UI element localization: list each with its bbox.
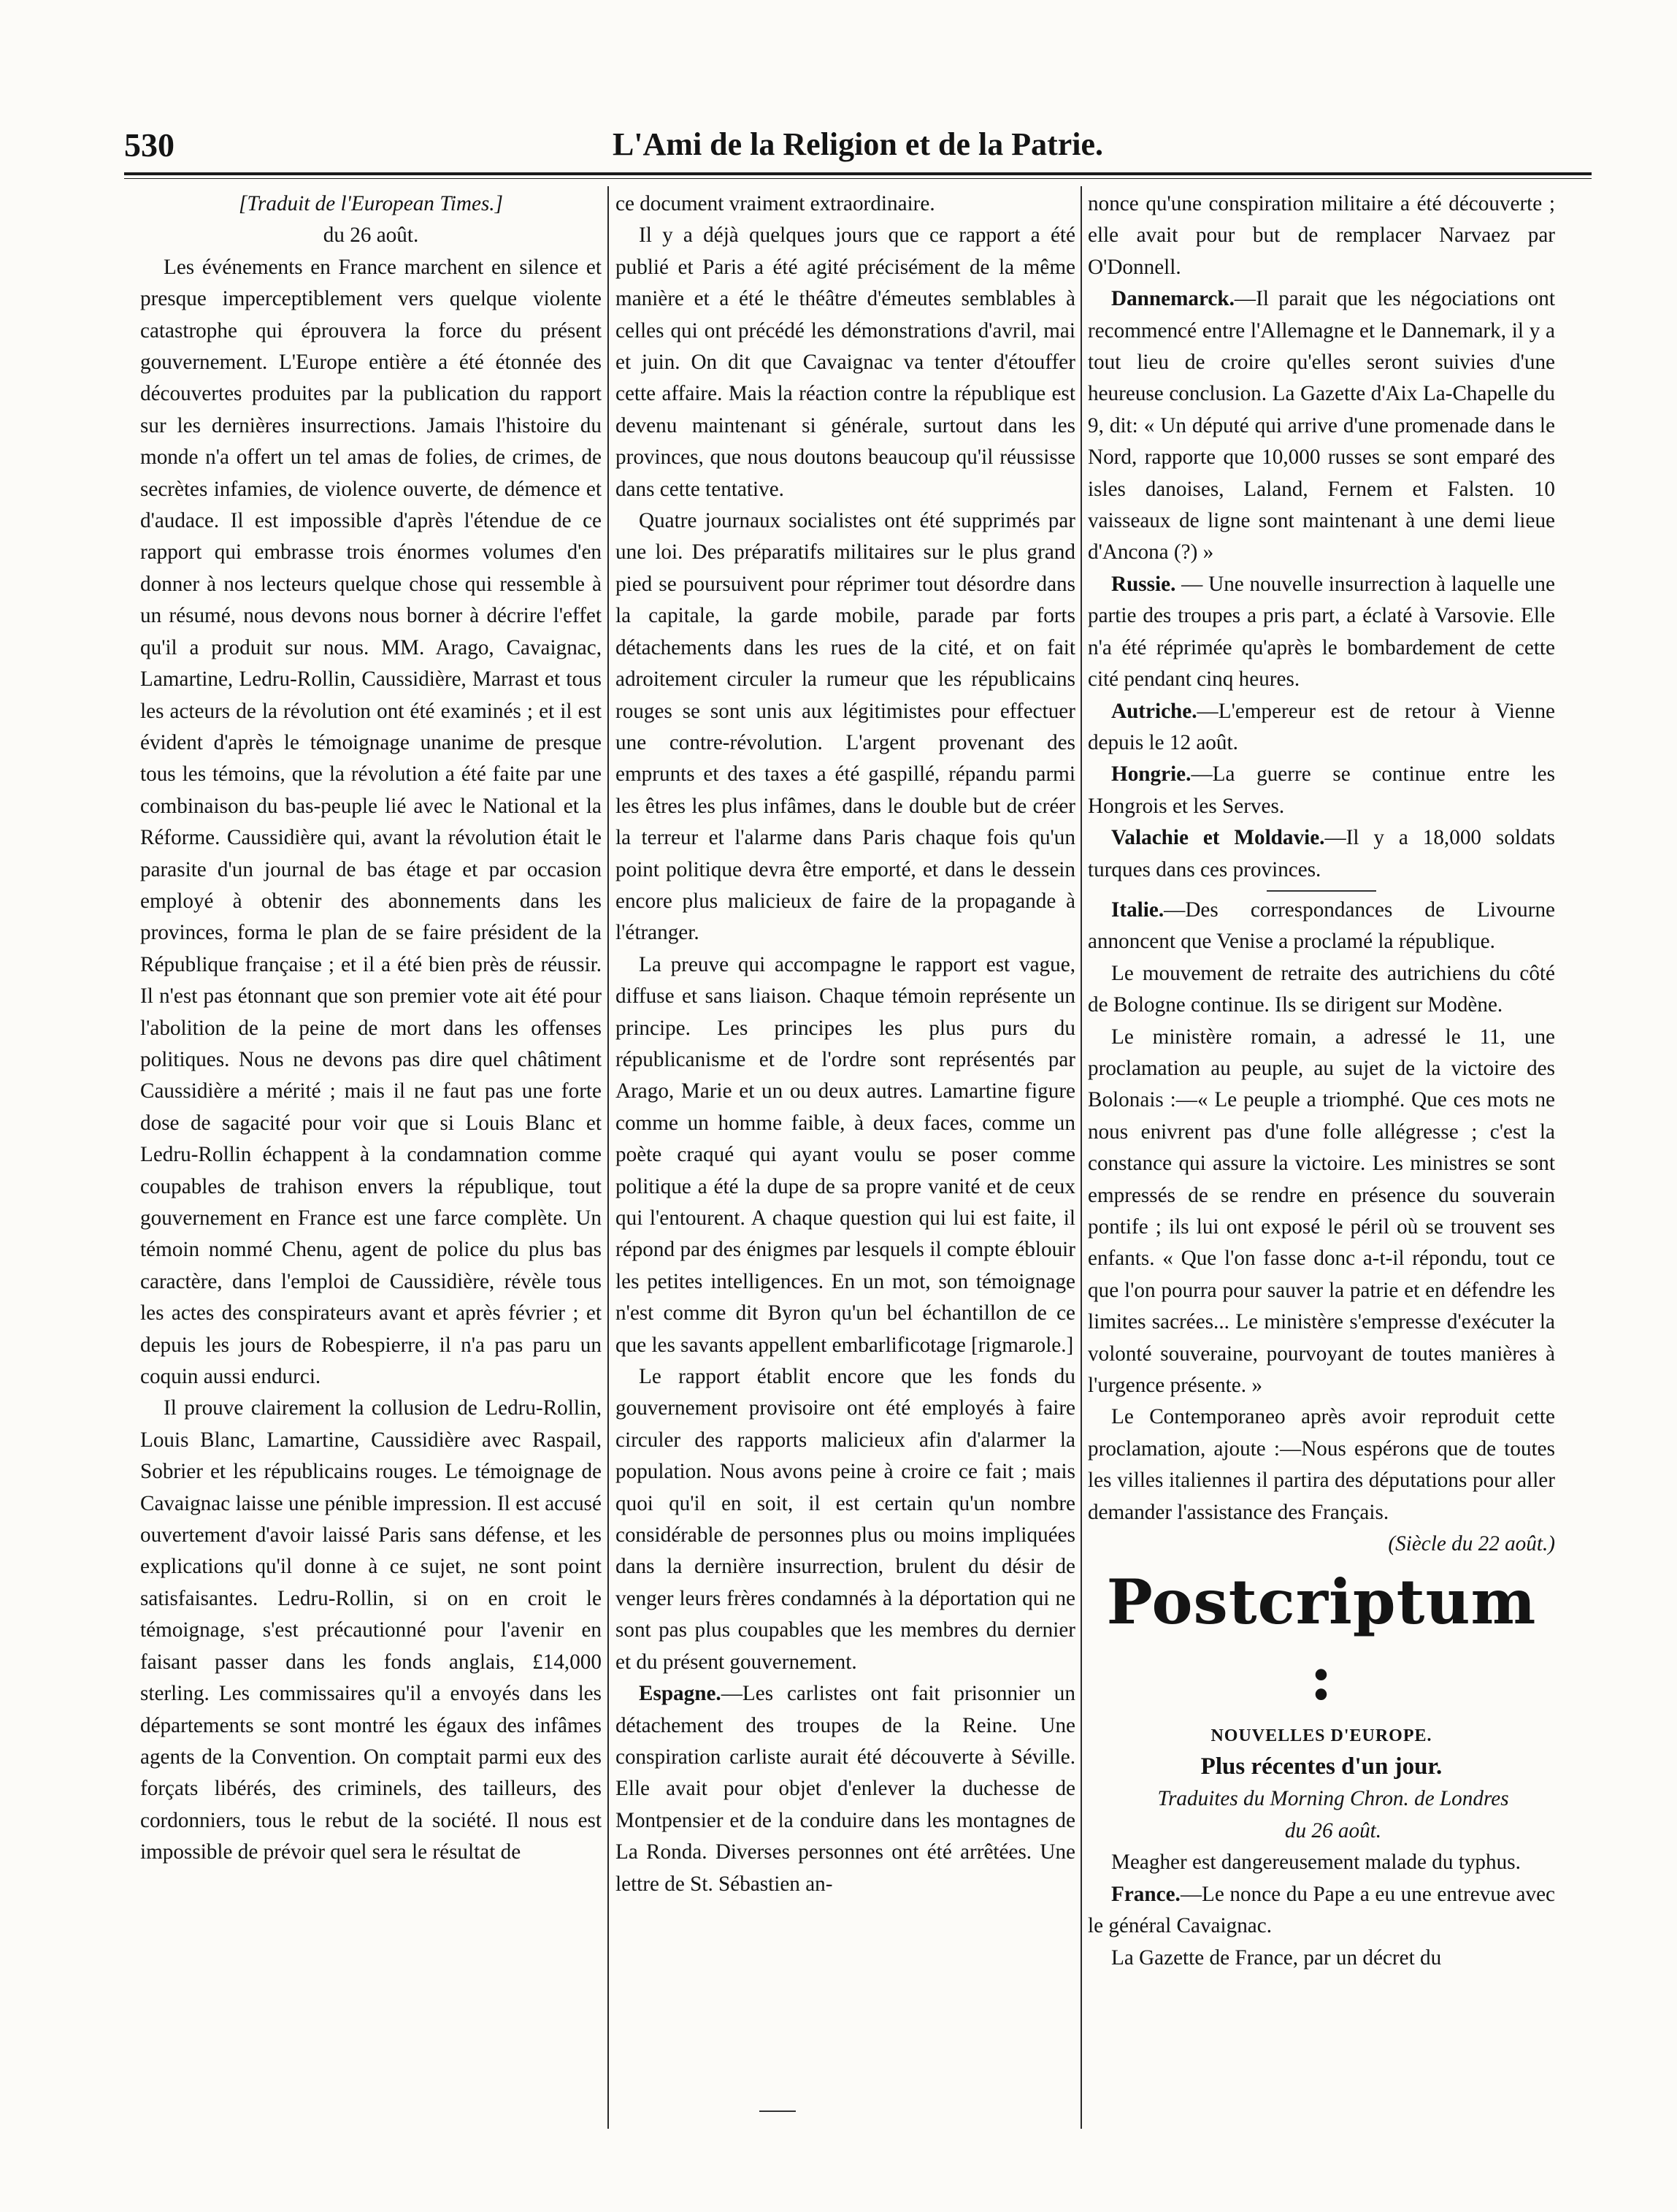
news-item (1088, 696, 1555, 759)
article-paragraph: Quatre journaux socialistes ont été supprimés par une loi. Des préparatifs militaires sur le plus grand pied se poursuivent pour réprimer tout désordre dans la capitale, la garde mobile, parade par forts détachements dans les rues de la cité, et on fait adroitement circuler la rumeur que les républicains rouges se sont unis aux légitimistes pour effectuer une contre-révolution. L'argent provenant des emprunts et des taxes a été gaspillé, répandu parmi les êtres les plus infâmes, dans le double but de créer la terreur et l'alarme dans Paris chaque fois qu'un point politique devra être emporté, et dans le dessein encore plus malicieux de faire de la propagande à l'étranger. (615, 509, 1075, 945)
news-text: —L'empereur est de retour à Vienne depuis le 12 août. (1088, 699, 1555, 754)
postscriptum-title: Postcriptum : (1106, 1566, 1537, 1715)
postscriptum-date: du 26 août. (1284, 1818, 1382, 1842)
article-paragraph: Le rapport établit encore que les fonds du gouvernement provisoire ont été employés à faire circuler des rapports malicieux afin d'alarmer la population. Nous avons peine à croire ce fait ; mais quoi qu'il en soit, il est certain qu'un nombre considérable de personnes plus ou moins impliquées dans la dernière insurrection, brulent du désir de venger leurs frères condamnés à la déportation qui ne sont pas plus coupables que les membres du dernier et du présent gouvernement. (615, 1365, 1075, 1674)
postscriptum-source: Traduites du Morning Chron. de Londres (1157, 1787, 1509, 1811)
article-paragraph: Les événements en France marchent en silence et presque imperceptiblement vers quelque violente catastrophe qui éprouvera la force du présent gouvernement. L'Europe entière a été étonnée des découvertes produites par la publication du rapport sur les dernières insurrections. Jamais l'histoire du monde n'a offert un tel amas de folies, de crimes, de secrètes infamies, de violence ouverte, de démence et d'audace. Il est impossible d'après l'étendue de ce rapport qui embrasse trois énormes volumes d'en donner à nos lecteurs quelque chose qui ressemble à un résumé, nous devons nous borner à décrire l'effet qu'il a produit sur nous. MM. Arago, Cavaignac, Lamartine, Ledru-Rollin, Caussidière, Marrast et tous les acteurs de la révolution ont été examinés ; et il est évident d'après le témoignage unanime de presque tous les témoins, que la révolution a été faite par une combinaison du bas-peuple lié avec le National et la Réforme. Caussidière qui, avant la révolution était le parasite d'un journal de bas étage et par occasion employé à obtenir des abonnements dans les provinces, forma le plan de se faire président de la République française ; et il a été bien près de réussir. Il n'est pas étonnant que son premier vote ait été pour l'abolition de la peine de mort dans les offenses politiques. Nous ne devons pas dire quel châtiment Caussidière a mérité ; mais il ne faut pas une forte dose de sagacité pour voir que si Louis Blanc et Ledru-Rollin échappent à la condamnation comme coupables de trahison envers la république, tout gouvernement en France est une farce complète. Un témoin nommé Chenu, agent de police du plus bas caractère, dans l'emploi de Caussidière, révèle tous les actes des conspirateurs avant et après février ; et depuis les jours de Robespierre, il n'a pas paru un coquin aussi endurci. (140, 255, 602, 1389)
article-paragraph: ce document vraiment extraordinaire. (615, 192, 935, 215)
news-item-espagne (615, 1678, 1075, 1900)
news-item-france (1088, 1879, 1555, 1943)
article-paragraph: Il prouve clairement la collusion de Ledru-Rollin, Louis Blanc, Lamartine, Caussidière avec Raspail, Sobrier et les républicains rouges. Le témoignage de Cavaignac laisse une pénible impression. Il est accusé ouvertement d'avoir laissé Paris sans défense, et les explications qu'il donne à ce sujet, ne sont point satisfaisantes. Ledru-Rollin, si on en croit le témoignage, s'est précautionné pour l'avenir en faisant passer dans les fonds anglais, £14,000 sterling. Les commissaires qu'il a envoyés dans les départements se sont montré les égaux des infâmes agents de la Convention. On comptait parmi eux des forçats libérés, des criminels, des tailleurs, des cordonniers, tous le rebut de la société. Il nous est impossible de prévoir quel sera le résultat de (140, 1396, 602, 1864)
news-text: —Le nonce du Pape a eu une entrevue avec le général Cavaignac. (1088, 1882, 1555, 1938)
news-text: —Il parait que les négociations ont recommencé entre l'Allemagne et le Dannemark, il y a tout lieu de croire qu'elles seront suivies d'une heureuse conclusion. La Gazette d'Aix La-Chapelle du 9, dit: « Un député qui arrive d'une promenade dans le Nord, rapporte que 10,000 russes se sont emparé des isles danoises, Laland, Fernem et Falsten. 10 vaisseaux de ligne sont maintenant à une demi lieue d'Ancona (?) » (1088, 287, 1555, 565)
column-divider-1 (607, 186, 609, 2129)
news-item (1088, 759, 1555, 822)
news-lead: Russie. (1111, 572, 1176, 596)
column-2 (615, 188, 1075, 2146)
source-line: [Traduit de l'European Times.] (239, 192, 503, 215)
header-rule (124, 172, 1592, 175)
news-item (1088, 283, 1555, 569)
journal-title: L'Ami de la Religion et de la Patrie. (612, 126, 1104, 162)
news-lead: France. (1111, 1882, 1181, 1906)
article-paragraph: Le mouvement de retraite des autrichiens du côté de Bologne continue. Ils se dirigent sur Modène. (1088, 961, 1555, 1017)
news-lead: Italie. (1111, 898, 1164, 922)
article-paragraph: La Gazette de France, par un décret du (1111, 1945, 1442, 1970)
date-line: du 26 août. (323, 223, 419, 248)
news-text: — Une nouvelle insurrection à laquelle une partie des troupes a pris part, a éclaté à Varsovie. Elle n'a été réprimée qu'après le bombardement de cette cité pendant cinq heures. (1088, 572, 1555, 692)
article-paragraph: La preuve qui accompagne le rapport est vague, diffuse et sans liaison. Chaque témoin représente un principe. Les principes les plus purs du républicanisme et de l'ordre sont représentés par Arago, Marie et un ou deux autres. Lamartine figure comme un homme faible, à deux faces, comme un poète craqué qui ayant voulu se poser comme politique a été la dupe de sa propre vanité et de ceux qui l'entourent. A chaque question qui lui est faite, il répond par des énigmes par lesquels il compte éblouir les petites intelligences. En un mot, son témoignage n'est comme dit Byron qu'un bel échantillon de ce que les savants appellent embarlificotage [rigmarole.] (615, 952, 1075, 1357)
postscriptum-headline: Plus récentes d'un jour. (1200, 1753, 1443, 1780)
article-paragraph: Meagher est dangereusement malade du typhus. (1111, 1851, 1521, 1875)
source-citation: (Siècle du 22 août.) (1388, 1532, 1555, 1556)
news-lead: Dannemarck. (1111, 287, 1235, 311)
news-text: —Les carlistes ont fait prisonnier un détachement des troupes de la Reine. Une conspiration carliste aurait été découverte à Séville. Elle avait pour objet d'enlever la duchesse de Montpensier et de la conduire dans les montagnes de La Ronda. Diverses personnes ont été arrêtées. Une lettre de St. Sébastien an- (615, 1682, 1075, 1896)
news-item-italie (1088, 895, 1555, 958)
section-separator (1267, 890, 1376, 892)
column-3 (1088, 188, 1555, 2146)
news-lead: Autriche. (1111, 699, 1197, 723)
news-text: —La guerre se continue entre les Hongrois et les Serves. (1088, 762, 1555, 818)
news-text: —Des correspondances de Livourne annoncent que Venise a proclamé la république. (1088, 898, 1555, 954)
news-item (1088, 822, 1555, 886)
header-rule-thin (124, 178, 1592, 179)
column-1 (140, 188, 602, 2146)
page-number: 530 (124, 126, 174, 164)
page-header (124, 123, 1592, 174)
article-paragraph: Le ministère romain, a adressé le 11, une proclamation au peuple, au sujet de la victoire des Bolonais :—« Le peuple a triomphé. Que ces mots ne nous enivrent pas d'une folle allégresse ; c'est la constance qui assure la victoire. Les ministres se sont empressés de se rendre en présence du souverain pontife ; ils lui ont exposé le péril où se trouvent ses enfants. « Que l'on fasse donc a-t-il répondu, tout ce que l'on pourra pour sauver la patrie et en défendre les limites sacrées... Le ministère s'empresse d'exécuter la volonté souveraine, pourvoyant de toutes manières à l'urgence présente. » (1088, 1025, 1555, 1398)
column-divider-2 (1081, 186, 1082, 2129)
news-lead: Hongrie. (1111, 762, 1191, 787)
postscriptum-subtitle: NOUVELLES D'EUROPE. (1210, 1726, 1432, 1746)
article-paragraph: nonce qu'une conspiration militaire a été découverte ; elle avait pour but de remplacer Narvaez par O'Donnell. (1088, 192, 1555, 279)
news-item (1088, 569, 1555, 696)
news-lead: Espagne. (639, 1682, 721, 1706)
bottom-rule (759, 2110, 796, 2112)
article-paragraph: Il y a déjà quelques jours que ce rapport a été publié et Paris a été agité précisément de la même manière et a été le théâtre d'émeutes semblables à celles qui ont précédé les démonstrations d'avril, mai et juin. On dit que Cavaignac va tenter d'étouffer cette affaire. Mais la réaction contre la république est devenu maintenant si générale, surtout dans les provinces, que nous doutons beaucoup qu'il réussisse dans cette tentative. (615, 223, 1075, 501)
article-paragraph: Le Contemporaneo après avoir reproduit cette proclamation, ajoute :—Nous espérons que de toutes les villes italiennes il partira des députations pour aller demander l'assistance des Français. (1088, 1405, 1555, 1524)
news-text: —Il y a 18,000 soldats turques dans ces provinces. (1088, 826, 1555, 881)
news-lead: Valachie et Moldavie. (1111, 826, 1325, 850)
